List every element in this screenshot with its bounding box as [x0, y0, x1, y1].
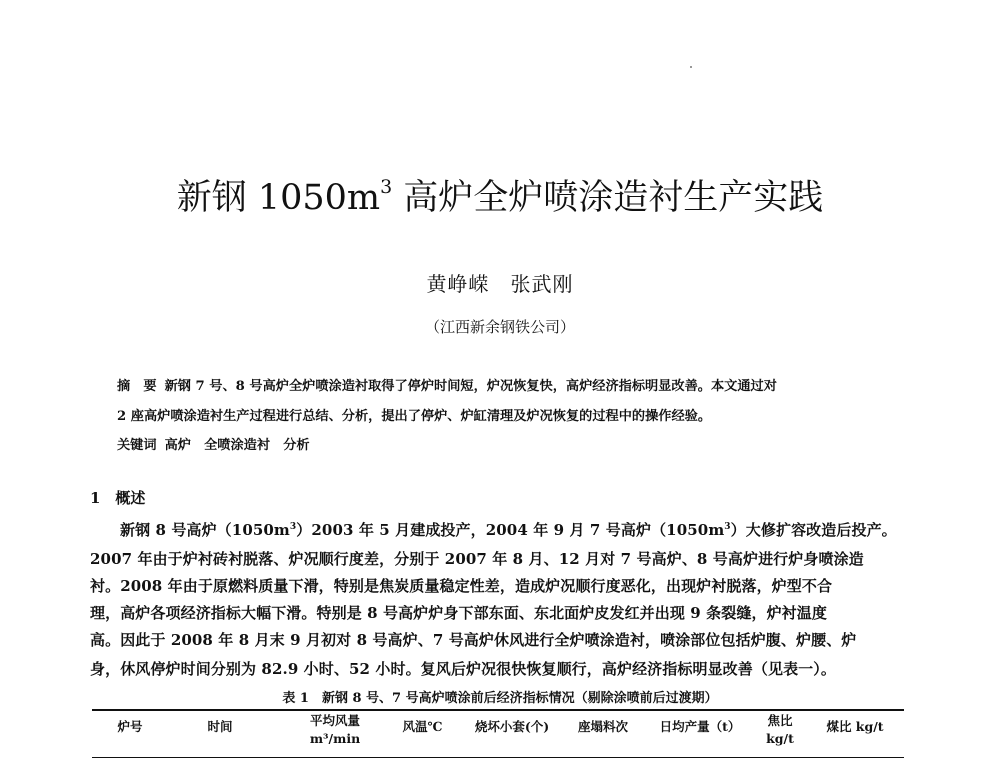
body-line-5: 高。因此于 2008 年 8 月末 9 月初对 8 号高炉、7 号高炉休风进行全炉喷涂造衬，喷涂部位包括炉腹、炉腰、炉: [90, 631, 857, 649]
scan-speck: [690, 66, 692, 68]
authors: 黄峥嵘 张武刚: [426, 272, 574, 296]
keywords: [117, 434, 310, 453]
th-tuyere: 烧坏小套(个): [474, 719, 550, 734]
th-furnace: 炉号: [117, 719, 143, 734]
paper-title: 新钢 $1050m^3$ 高炉全炉喷涂造衬生产实践: [176, 176, 824, 218]
table-header-rule: [92, 757, 904, 758]
section-heading: 1 概述: [90, 489, 146, 507]
abstract-text-1: 新钢 7 号、8 号高炉全炉喷涂造衬取得了停炉时间短，炉况恢复快，高炉经济指标明显改善。本文通过对: [164, 379, 777, 394]
abstract-label: 摘 要: [117, 379, 157, 394]
th-output: 日均产量（t）: [659, 719, 741, 734]
body-line-6: 身，休风停炉时间分别为 82.9 小时、52 小时。复风后炉况很快恢复顺行，高炉经济指标明显改善（见表一）。: [90, 660, 836, 678]
body-line-3: 衬。2008 年由于原燃料质量下滑，特别是焦炭质量稳定性差，造成炉况顺行度恶化，出现炉衬脱落，炉型不合: [90, 577, 833, 595]
body-line-2: 2007 年由于炉衬砖衬脱落、炉况顺行度差，分别于 2007 年 8 月、12 月对 7 号高炉、8 号高炉进行炉身喷涂造: [90, 550, 864, 568]
affiliation: （江西新余钢铁公司）: [424, 318, 575, 336]
th-time: 时间: [207, 719, 233, 734]
abstract-line-2: 2 座高炉喷涂造衬生产过程进行总结、分析，提出了停炉、炉缸清理及炉况恢复的过程中的操作经验。: [117, 409, 712, 424]
keywords-text: 高炉 全喷涂造衬 分析: [164, 438, 310, 453]
keywords-label: 关键词: [117, 438, 157, 453]
body-line-1: 新钢 8 号高炉$(1050m^3)2003$ 年 5 月建成投产，2004 年 9 月 7 号高炉$(1050m^3)$大修扩容改造后投产。: [120, 521, 897, 539]
th-wind: 平均风量 m³/min: [309, 713, 361, 746]
table-caption: 表 1 新钢 8 号、7 号高炉喷涂前后经济指标情况（剔除涂喷前后过渡期）: [282, 691, 718, 706]
abstract-line-1: [117, 375, 777, 394]
th-temp: 风温℃: [402, 719, 443, 734]
table-top-rule: [92, 709, 904, 711]
th-slip: 座塌料次: [577, 719, 628, 734]
th-coke: 焦比 kg/t: [766, 713, 794, 746]
body-line-4: 理，高炉各项经济指标大幅下滑。特别是 8 号高炉炉身下部东面、东北面炉皮发红并出现 9 条裂缝，炉衬温度: [90, 604, 827, 622]
th-coal: 煤比 kg/t: [826, 719, 884, 734]
